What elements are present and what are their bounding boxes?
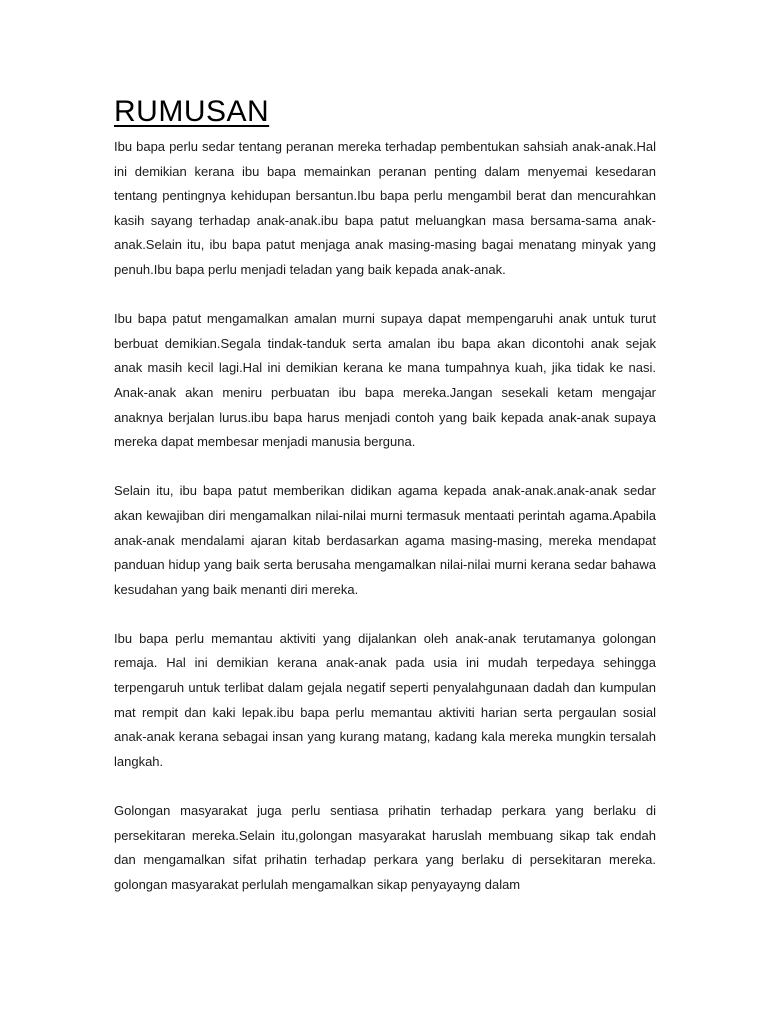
paragraph-5: Golongan masyarakat juga perlu sentiasa prihatin terhadap perkara yang berlaku di persekitaran mereka.Selain itu,golongan masyarakat haruslah membuang sikap tak endah dan mengamalkan sifat prihatin terhadap perkara yang berlaku di persekitaran mereka. golongan masyarakat perlulah mengamalkan sikap penyayayng dalam	[114, 803, 656, 892]
paragraph-4: Ibu bapa perlu memantau aktiviti yang dijalankan oleh anak-anak terutamanya golongan remaja. Hal ini demikian kerana anak-anak pada usia ini mudah terpedaya sehingga terpengaruh untuk terlibat dalam gejala negatif seperti penyalahgunaan dadah dan kumpulan mat rempit dan kaki lepak.ibu bapa perlu memantau aktiviti harian serta pergaulan sosial anak-anak kerana sebagai insan yang kurang matang, kadang kala mereka mungkin tersalah langkah.	[114, 630, 656, 769]
paragraph-1: Ibu bapa perlu sedar tentang peranan mereka terhadap pembentukan sahsiah anak-anak.Hal ini demikian kerana ibu bapa memainkan peranan penting dalam menyemai kesedaran tentang pentingnya kehidupan bersantun.Ibu bapa perlu mengambil berat dan mencurahkan kasih sayang terhadap anak-anak.ibu bapa patut meluangkan masa bersama-sama anak-anak.Selain itu, ibu bapa patut menjaga anak masing-masing bagai menatang minyak yang penuh.Ibu bapa perlu menjadi teladan yang baik kepada anak-anak.	[114, 139, 656, 277]
paragraph-3: Selain itu, ibu bapa patut memberikan didikan agama kepada anak-anak.anak-anak sedar akan kewajiban diri mengamalkan nilai-nilai murni termasuk mentaati perintah agama.Apabila anak-anak mendalami ajaran kitab berdasarkan agama masing-masing, mereka mendapat panduan hidup yang baik serta berusaha mengamalkan nilai-nilai murni kerana sedar bahawa kesudahan yang baik menanti diri mereka.	[114, 483, 656, 597]
document-heading: RUMUSAN	[114, 95, 270, 128]
document-body	[114, 135, 656, 897]
paragraph-2: Ibu bapa patut mengamalkan amalan murni supaya dapat mempengaruhi anak untuk turut berbuat demikian.Segala tindak-tanduk serta amalan ibu bapa akan dicontohi anak sejak anak masih kecil lagi.Hal ini demikian kerana ke mana tumpahnya kuah, jika tidak ke nasi. Anak-anak akan meniru perbuatan ibu bapa mereka.Jangan sesekali ketam mengajar anaknya berjalan lurus.ibu bapa harus menjadi contoh yang baik kepada anak-anak supaya mereka dapat membesar menjadi manusia berguna.	[114, 311, 656, 450]
